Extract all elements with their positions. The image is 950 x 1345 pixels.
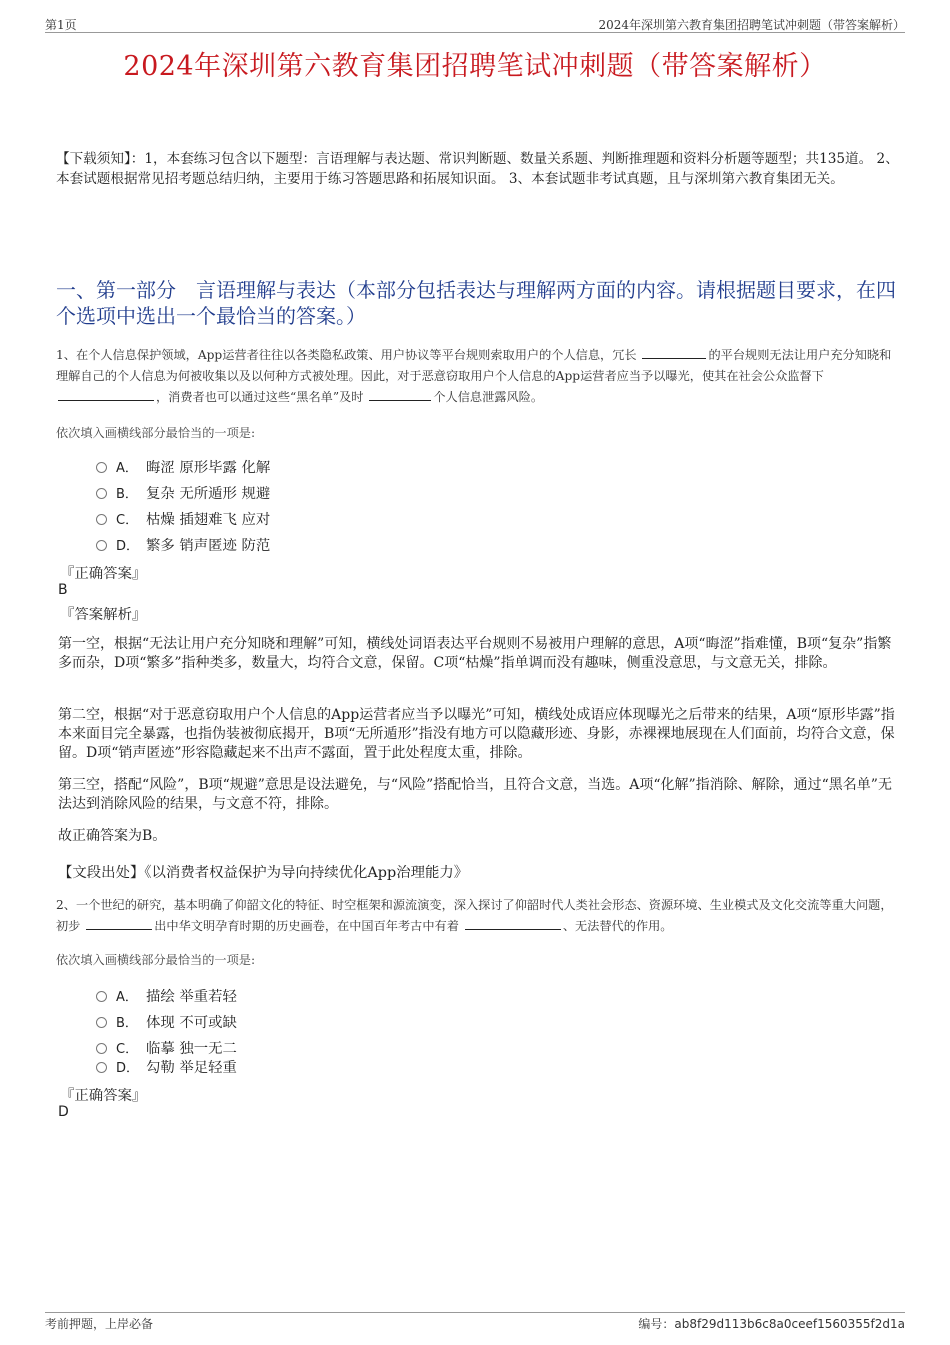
blank-2 [465,916,561,930]
question-2-prompt: 依次填入画横线部分最恰当的一项是: [56,953,256,967]
radio-icon[interactable] [96,540,107,551]
radio-icon[interactable] [96,514,107,525]
q2-answer: D [58,1104,69,1120]
q1-option-c[interactable]: C． 枯燥 插翅难飞 应对 [96,508,270,528]
q1-option-a[interactable]: A． 晦涩 原形毕露 化解 [96,456,270,476]
footer-code: 编号：ab8f29d113b6c8a0ceef1560355f2d1a [638,1317,905,1331]
page-footer [45,1312,905,1331]
q1-conclusion: 故正确答案为B。 [58,828,167,844]
q1-source: 【文段出处】《以消费者权益保护为导向持续优化App治理能力》 [58,865,469,881]
q1-analysis-paragraph: 第三空，搭配“风险”，B项“规避”意思是设法避免，与“风险”搭配恰当，且符合文意，当选。A项“化解”指消除、解除，通过“黑名单”无法达到消除风险的结果，与文意不符，排除。 [58,777,892,812]
q2-option-c[interactable]: C． 临摹 独一无二 [96,1037,237,1057]
q1-analysis-paragraph: 第一空，根据“无法让用户充分知晓和理解”可知，横线处词语表达平台规则不易被用户理解的意思，A项“晦涩”指难懂，B项“复杂”指繁多而杂，D项“繁多”指种类多，数量大，均符合文意，保留。C项“枯燥”指单调而没有趣味，侧重没意思，与文意无关，排除。 [58,636,892,671]
blank-3 [369,387,431,401]
question-2-text: 2、一个世纪的研究，基本明确了仰韶文化的特征、时空框架和源流演变，深入探讨了仰韶时代人类社会形态、资源环境、生业模式及文化交流等重大问题，初步 出中华文明孕育时期的历史画卷，在中国百年考古中有着 、无法替代的作用。 [56,898,893,933]
radio-icon[interactable] [96,1017,107,1028]
page-title: 2024年深圳第六教育集团招聘笔试冲刺题（带答案解析） [123,51,827,82]
question-1-prompt: 依次填入画横线部分最恰当的一项是: [56,426,256,440]
q2-option-d[interactable]: D． 勾勒 举足轻重 [96,1056,237,1076]
q1-option-d[interactable]: D． 繁多 销声匿迹 防范 [96,534,270,554]
footer-slogan: 考前押题，上岸必备 [45,1317,154,1331]
q1-answer: B [58,582,68,598]
page-number: 第1页 [45,18,77,32]
page-header [45,14,905,33]
q1-analysis-paragraph: 第二空，根据“对于恶意窃取用户个人信息的App运营者应当予以曝光”可知，横线处成语应体现曝光之后带来的结果，A项“原形毕露”指本来面目完全暴露，也指伪装被彻底揭开，B项“无所遁形”指没有地方可以隐藏形迹、身影，赤裸裸地展现在人们面前，均符合文意，保留。D项“销声匿迹”形容隐藏起来不出声不露面，置于此处程度太重，排除。 [58,707,895,761]
question-1-text: 1、在个人信息保护领域，App运营者往往以各类隐私政策、用户协议等平台规则索取用户的个人信息，冗长 的平台规则无法让用户充分知晓和理解自己的个人信息为何被收集以及以何种方式被处理。因此，对于恶意窃取用户个人信息的App运营者应当予以曝光，使其在社会公众监督下 ，消费者也可以通过这些“黑名单”及时 个人信息泄露风险。 [56,345,901,408]
q1-option-b[interactable]: B． 复杂 无所遁形 规避 [96,482,270,502]
radio-icon[interactable] [96,1043,107,1054]
q2-answer-label: 『正确答案』 [60,1088,147,1104]
blank-1 [642,345,706,359]
q2-option-a[interactable]: A． 描绘 举重若轻 [96,985,237,1005]
blank-1 [86,916,152,930]
download-notice: 【下载须知】：1，本套练习包含以下题型：言语理解与表达题、常识判断题、数量关系题、判断推理题和资料分析题等题型；共135道。 2、本套试题根据常见招考题总结归纳，主要用于练习答题思路和拓展知识面。 3、本套试题非考试真题，且与深圳第六教育集团无关。 [56,151,899,187]
q2-option-b[interactable]: B． 体现 不可或缺 [96,1011,237,1031]
radio-icon[interactable] [96,991,107,1002]
q1-analysis-label: 『答案解析』 [60,607,147,623]
radio-icon[interactable] [96,462,107,473]
radio-icon[interactable] [96,1062,107,1073]
q1-answer-label: 『正确答案』 [60,566,147,582]
blank-2 [58,387,154,401]
section-heading: 一、第一部分 言语理解与表达（本部分包括表达与理解两方面的内容。请根据题目要求，在四个选项中选出一个最恰当的答案。） [56,278,896,328]
header-doc-title: 2024年深圳第六教育集团招聘笔试冲刺题（带答案解析） [598,18,905,32]
radio-icon[interactable] [96,488,107,499]
